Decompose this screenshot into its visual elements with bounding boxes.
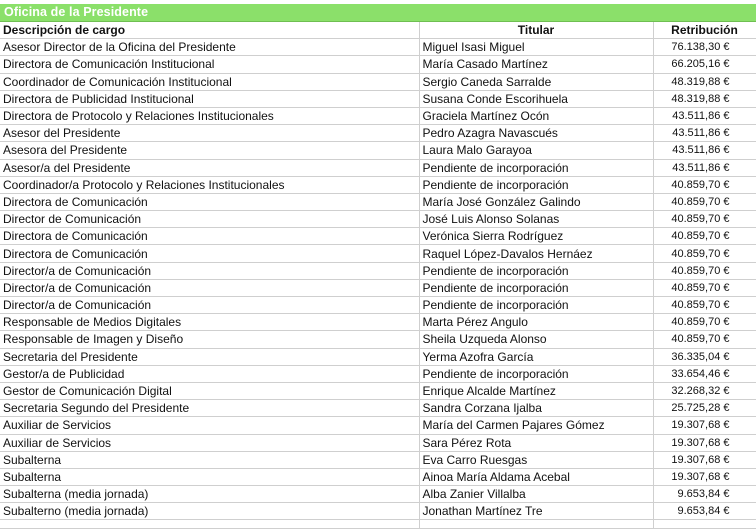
cell-titular[interactable]: Eva Carro Ruesgas bbox=[419, 451, 653, 468]
cell-retribucion[interactable]: 19.307,68 € bbox=[653, 434, 756, 451]
cell-cargo[interactable]: Director/a de Comunicación bbox=[0, 262, 419, 279]
cell-cargo[interactable]: Asesor del Presidente bbox=[0, 125, 419, 142]
empty-cell[interactable] bbox=[0, 520, 419, 529]
cell-cargo[interactable]: Directora de Comunicación bbox=[0, 228, 419, 245]
table-row bbox=[0, 400, 756, 417]
table-row bbox=[0, 228, 756, 245]
cell-cargo[interactable]: Secretaria del Presidente bbox=[0, 348, 419, 365]
table-row bbox=[0, 73, 756, 90]
cell-cargo[interactable]: Gestor/a de Publicidad bbox=[0, 365, 419, 382]
cell-retribucion[interactable]: 32.268,32 € bbox=[653, 382, 756, 399]
table-row bbox=[0, 348, 756, 365]
cell-retribucion[interactable]: 40.859,70 € bbox=[653, 262, 756, 279]
cell-retribucion[interactable]: 19.307,68 € bbox=[653, 417, 756, 434]
cell-retribucion[interactable]: 40.859,70 € bbox=[653, 297, 756, 314]
table-row bbox=[0, 486, 756, 503]
cell-retribucion[interactable]: 19.307,68 € bbox=[653, 451, 756, 468]
table-row bbox=[0, 262, 756, 279]
table-row bbox=[0, 107, 756, 124]
cell-titular[interactable]: Sandra Corzana Ijalba bbox=[419, 400, 653, 417]
cell-titular[interactable]: Raquel López-Davalos Hernáez bbox=[419, 245, 653, 262]
table-row bbox=[0, 417, 756, 434]
empty-row bbox=[0, 520, 756, 529]
cell-retribucion[interactable]: 19.307,68 € bbox=[653, 468, 756, 485]
cell-retribucion[interactable]: 40.859,70 € bbox=[653, 279, 756, 296]
cell-retribucion[interactable]: 40.859,70 € bbox=[653, 211, 756, 228]
table-row bbox=[0, 245, 756, 262]
cell-titular[interactable]: Pendiente de incorporación bbox=[419, 279, 653, 296]
cell-cargo[interactable]: Directora de Comunicación Institucional bbox=[0, 56, 419, 73]
cell-cargo[interactable]: Asesor Director de la Oficina del Presidente bbox=[0, 39, 419, 56]
table-row bbox=[0, 314, 756, 331]
cell-cargo[interactable]: Responsable de Imagen y Diseño bbox=[0, 331, 419, 348]
cell-retribucion[interactable]: 43.511,86 € bbox=[653, 159, 756, 176]
cell-retribucion[interactable]: 40.859,70 € bbox=[653, 228, 756, 245]
column-header-retribucion[interactable]: Retribución bbox=[653, 22, 756, 39]
table-row bbox=[0, 90, 756, 107]
cell-cargo[interactable]: Subalterna bbox=[0, 468, 419, 485]
cell-cargo[interactable]: Auxiliar de Servicios bbox=[0, 434, 419, 451]
empty-cell[interactable] bbox=[419, 520, 653, 529]
cell-titular[interactable]: Ainoa María Aldama Acebal bbox=[419, 468, 653, 485]
cell-cargo[interactable]: Gestor de Comunicación Digital bbox=[0, 382, 419, 399]
cell-titular[interactable]: Enrique Alcalde Martínez bbox=[419, 382, 653, 399]
cell-retribucion[interactable]: 48.319,88 € bbox=[653, 73, 756, 90]
salary-table bbox=[0, 22, 756, 529]
cell-cargo[interactable]: Directora de Comunicación bbox=[0, 193, 419, 210]
cell-titular[interactable]: María Casado Martínez bbox=[419, 56, 653, 73]
cell-cargo[interactable]: Subalterna bbox=[0, 451, 419, 468]
cell-titular[interactable]: Alba Zanier Villalba bbox=[419, 486, 653, 503]
cell-titular[interactable]: José Luis Alonso Solanas bbox=[419, 211, 653, 228]
table-body bbox=[0, 39, 756, 529]
cell-cargo[interactable]: Asesor/a del Presidente bbox=[0, 159, 419, 176]
table-row bbox=[0, 211, 756, 228]
cell-titular[interactable]: Pendiente de incorporación bbox=[419, 365, 653, 382]
table-row bbox=[0, 176, 756, 193]
cell-retribucion[interactable]: 9.653,84 € bbox=[653, 503, 756, 520]
table-row bbox=[0, 279, 756, 296]
cell-titular[interactable]: Yerma Azofra García bbox=[419, 348, 653, 365]
table-row bbox=[0, 331, 756, 348]
table-row bbox=[0, 468, 756, 485]
cell-cargo[interactable]: Asesora del Presidente bbox=[0, 142, 419, 159]
cell-cargo[interactable]: Coordinador/a Protocolo y Relaciones Institucionales bbox=[0, 176, 419, 193]
cell-retribucion[interactable]: 40.859,70 € bbox=[653, 314, 756, 331]
column-header-titular[interactable]: Titular bbox=[419, 22, 653, 39]
cell-titular[interactable]: Verónica Sierra Rodríguez bbox=[419, 228, 653, 245]
cell-retribucion[interactable]: 43.511,86 € bbox=[653, 107, 756, 124]
table-row bbox=[0, 56, 756, 73]
cell-titular[interactable]: Pendiente de incorporación bbox=[419, 159, 653, 176]
cell-titular[interactable]: Sara Pérez Rota bbox=[419, 434, 653, 451]
cell-retribucion[interactable]: 43.511,86 € bbox=[653, 125, 756, 142]
cell-cargo[interactable]: Subalterno (media jornada) bbox=[0, 503, 419, 520]
table-row bbox=[0, 451, 756, 468]
cell-titular[interactable]: Marta Pérez Angulo bbox=[419, 314, 653, 331]
cell-titular[interactable]: Pedro Azagra Navascués bbox=[419, 125, 653, 142]
cell-titular[interactable]: María José González Galindo bbox=[419, 193, 653, 210]
cell-retribucion[interactable]: 25.725,28 € bbox=[653, 400, 756, 417]
cell-retribucion[interactable]: 43.511,86 € bbox=[653, 142, 756, 159]
cell-titular[interactable]: Pendiente de incorporación bbox=[419, 176, 653, 193]
table-row bbox=[0, 382, 756, 399]
cell-cargo[interactable]: Directora de Protocolo y Relaciones Institucionales bbox=[0, 107, 419, 124]
cell-titular[interactable]: Susana Conde Escorihuela bbox=[419, 90, 653, 107]
cell-cargo[interactable]: Coordinador de Comunicación Institucional bbox=[0, 73, 419, 90]
cell-titular[interactable]: Pendiente de incorporación bbox=[419, 297, 653, 314]
table-row bbox=[0, 503, 756, 520]
cell-titular[interactable]: Pendiente de incorporación bbox=[419, 262, 653, 279]
table-row bbox=[0, 159, 756, 176]
cell-cargo[interactable]: Secretaria Segundo del Presidente bbox=[0, 400, 419, 417]
cell-titular[interactable]: Laura Malo Garayoa bbox=[419, 142, 653, 159]
cell-retribucion[interactable]: 9.653,84 € bbox=[653, 486, 756, 503]
table-row bbox=[0, 434, 756, 451]
cell-retribucion[interactable]: 40.859,70 € bbox=[653, 193, 756, 210]
cell-retribucion[interactable]: 40.859,70 € bbox=[653, 245, 756, 262]
cell-retribucion[interactable]: 76.138,30 € bbox=[653, 39, 756, 56]
cell-cargo[interactable]: Directora de Comunicación bbox=[0, 245, 419, 262]
cell-titular[interactable]: María del Carmen Pajares Gómez bbox=[419, 417, 653, 434]
column-header-row bbox=[0, 22, 756, 39]
cell-retribucion[interactable]: 33.654,46 € bbox=[653, 365, 756, 382]
cell-cargo[interactable]: Auxiliar de Servicios bbox=[0, 417, 419, 434]
cell-retribucion[interactable]: 36.335,04 € bbox=[653, 348, 756, 365]
cell-titular[interactable]: Jonathan Martínez Tre bbox=[419, 503, 653, 520]
cell-titular[interactable]: Sergio Caneda Sarralde bbox=[419, 73, 653, 90]
cell-titular[interactable]: Graciela Martínez Ocón bbox=[419, 107, 653, 124]
cell-titular[interactable]: Sheila Uzqueda Alonso bbox=[419, 331, 653, 348]
cell-titular[interactable]: Miguel Isasi Miguel bbox=[419, 39, 653, 56]
column-header-cargo[interactable]: Descripción de cargo bbox=[0, 22, 419, 39]
section-header bbox=[0, 4, 756, 22]
table-row bbox=[0, 193, 756, 210]
cell-cargo[interactable]: Subalterna (media jornada) bbox=[0, 486, 419, 503]
cell-retribucion[interactable]: 66.205,16 € bbox=[653, 56, 756, 73]
table-row bbox=[0, 297, 756, 314]
table-row bbox=[0, 142, 756, 159]
cell-cargo[interactable]: Responsable de Medios Digitales bbox=[0, 314, 419, 331]
cell-cargo[interactable]: Directora de Publicidad Institucional bbox=[0, 90, 419, 107]
cell-retribucion[interactable]: 40.859,70 € bbox=[653, 331, 756, 348]
empty-cell[interactable] bbox=[653, 520, 756, 529]
table-row bbox=[0, 125, 756, 142]
cell-retribucion[interactable]: 48.319,88 € bbox=[653, 90, 756, 107]
cell-cargo[interactable]: Director/a de Comunicación bbox=[0, 279, 419, 296]
cell-cargo[interactable]: Director de Comunicación bbox=[0, 211, 419, 228]
table-row bbox=[0, 365, 756, 382]
table-row bbox=[0, 39, 756, 56]
cell-cargo[interactable]: Director/a de Comunicación bbox=[0, 297, 419, 314]
section-title: Oficina de la Presidente bbox=[4, 5, 149, 19]
cell-retribucion[interactable]: 40.859,70 € bbox=[653, 176, 756, 193]
